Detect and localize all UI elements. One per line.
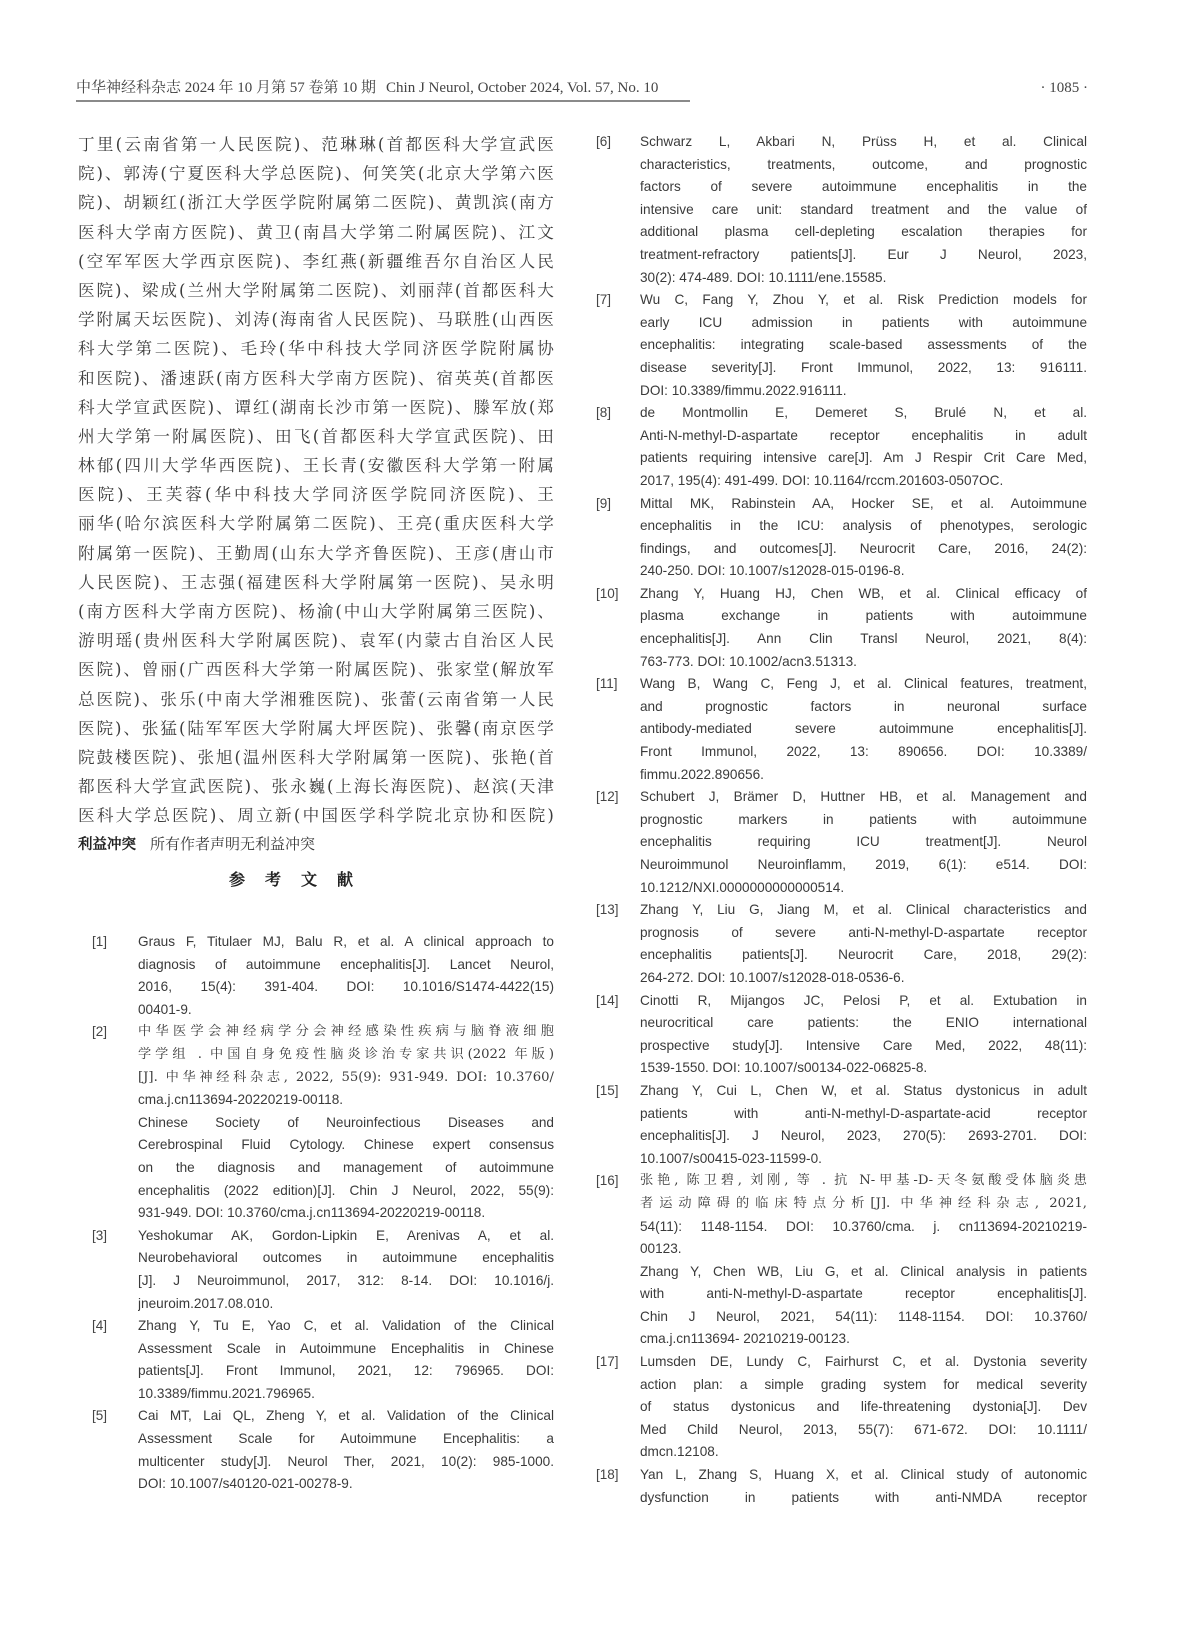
reference-line: Mittal MK, Rabinstein AA, Hocker SE, et al. Autoimmune xyxy=(640,495,1087,511)
reference-item xyxy=(596,1464,1087,1509)
reference-line: [J]. J Neuroimmunol, 2017, 312: 8-14. DOI: 10.1016/j. xyxy=(138,1272,554,1288)
contributors-line: 人民医院)、王志强(福建医科大学附属第一医院)、吴永明 xyxy=(78,572,554,592)
contributors-line: 院)、郭涛(宁夏医科大学总医院)、何笑笑(北京大学第六医 xyxy=(78,164,554,184)
reference-line: 763-773. DOI: 10.1002/acn3.51313. xyxy=(640,653,857,669)
reference-line: [J]. 中华神经科杂志, 2022, 55(9): 931-949. DOI: 10.3760/ xyxy=(138,1069,554,1085)
reference-item xyxy=(92,1405,554,1495)
reference-line: 54(11): 1148-1154. DOI: 10.3760/cma. j. cn113694-20210219- xyxy=(640,1218,1087,1234)
reference-line: on the diagnosis and management of autoimmune xyxy=(138,1159,554,1175)
reference-number: [6] xyxy=(596,134,612,149)
coi-text: 所有作者声明无利益冲突 xyxy=(150,834,316,853)
reference-line: 30(2): 474-489. DOI: 10.1111/ene.15585. xyxy=(640,269,887,285)
reference-item xyxy=(596,1351,1087,1464)
reference-line: early ICU admission in patients with autoimmune xyxy=(640,314,1087,330)
reference-line: Yeshokumar AK, Gordon-Lipkin E, Arenivas A, et al. xyxy=(138,1227,554,1243)
reference-line: 2017, 195(4): 491-499. DOI: 10.1164/rccm.201603-0507OC. xyxy=(640,472,1004,488)
reference-line: of status dystonicus and life-threatening dystonia[J]. Dev xyxy=(640,1399,1087,1415)
reference-item xyxy=(596,990,1087,1080)
reference-number: [5] xyxy=(92,1408,108,1424)
reference-line: encephalitis requiring ICU treatment[J]. Neurol xyxy=(640,834,1087,850)
reference-number: [9] xyxy=(596,495,612,511)
reference-line: Zhang Y, Tu E, Yao C, et al. Validation of the Clinical xyxy=(138,1318,554,1334)
reference-line: Schubert J, Brämer D, Huttner HB, et al. Management and xyxy=(640,789,1087,805)
reference-line: Med Child Neurol, 2013, 55(7): 671-672. DOI: 10.1111/ xyxy=(640,1421,1087,1437)
contributors-line: 医院)、曾丽(广西医科大学第一附属医院)、张家堂(解放军 xyxy=(78,660,554,680)
contributors-line: 院鼓楼医院)、张旭(温州医科大学附属第一医院)、张艳(首 xyxy=(78,747,554,767)
reference-line: Schwarz L, Akbari N, Prüss H, et al. Clinical xyxy=(640,134,1087,149)
contributors-line: 附属第一医院)、王勤周(山东大学齐鲁医院)、王彦(唐山市 xyxy=(78,543,554,563)
reference-item xyxy=(596,786,1087,899)
reference-number: [15] xyxy=(596,1082,619,1098)
reference-line: 学学组 . 中国自身免疫性脑炎诊治专家共识(2022 年版) xyxy=(138,1046,554,1062)
contributors-line: 州大学第一附属医院)、田飞(首都医科大学宣武医院)、田 xyxy=(78,426,554,446)
reference-item xyxy=(596,402,1087,492)
reference-line: Cerebrospinal Fluid Cytology. Chinese expert consensus xyxy=(138,1137,554,1153)
reference-line: 中华医学会神经病学分会神经感染性疾病与脑脊液细胞 xyxy=(138,1024,554,1040)
reference-line: neurocritical care patients: the ENIO international xyxy=(640,1015,1087,1031)
contributors-line: 总医院)、张乐(中南大学湘雅医院)、张蕾(云南省第一人民 xyxy=(78,689,554,709)
contributors-line: (空军军医大学西京医院)、李红燕(新疆维吾尔自治区人民 xyxy=(78,251,554,271)
reference-line: patients with anti-N-methyl-D-aspartate-acid receptor xyxy=(640,1105,1087,1121)
references-list-left xyxy=(92,931,554,1496)
reference-line: patients[J]. Front Immunol, 2021, 12: 796965. DOI: xyxy=(138,1363,554,1379)
contributors-line: 医院)、王芙蓉(华中科技大学同济医学院同济医院)、王 xyxy=(78,485,554,505)
references-heading: 参考文献 xyxy=(228,870,373,889)
reference-item xyxy=(596,493,1087,583)
contributors-line: (南方医科大学南方医院)、杨渝(中山大学附属第三医院)、 xyxy=(78,602,554,621)
reference-line: 张艳, 陈卫碧, 刘刚, 等 . 抗 N-甲基-D-天冬氨酸受体脑炎患 xyxy=(640,1173,1087,1189)
reference-line: patients requiring intensive care[J]. Am J Respir Crit Care Med, xyxy=(640,450,1087,466)
reference-line: intensive care unit: standard treatment and the value of xyxy=(640,201,1087,217)
reference-line: prospective study[J]. Intensive Care Med, 2022, 48(11): xyxy=(640,1037,1087,1053)
contributors-line: 学附属天坛医院)、刘涛(海南省人民医院)、马联胜(山西医 xyxy=(78,310,554,330)
reference-number: [14] xyxy=(596,992,619,1008)
contributors-line: 和医院)、潘速跃(南方医科大学南方医院)、宿英英(首都医 xyxy=(78,368,554,388)
reference-line: cma.j.cn113694- 20210219-00123. xyxy=(640,1331,850,1347)
contributors-line: 科大学宣武医院)、谭红(湖南长沙市第一医院)、滕军放(郑 xyxy=(78,397,554,417)
page-number: · 1085 · xyxy=(1040,80,1088,96)
reference-number: [3] xyxy=(92,1227,108,1243)
reference-line: 240-250. DOI: 10.1007/s12028-015-0196-8. xyxy=(640,563,905,579)
reference-line: 10.3389/fimmu.2021.796965. xyxy=(138,1385,315,1401)
reference-line: Assessment Scale in Autoimmune Encephalitis in Chinese xyxy=(138,1340,554,1356)
reference-number: [4] xyxy=(92,1318,108,1334)
reference-item xyxy=(596,673,1087,786)
reference-line: 00123. xyxy=(640,1241,682,1257)
reference-line: Cai MT, Lai QL, Zheng Y, et al. Validation of the Clinical xyxy=(138,1408,554,1424)
reference-item xyxy=(596,583,1087,673)
contributors-line: 丽华(哈尔滨医科大学附属第二医院)、王亮(重庆医科大学 xyxy=(78,514,554,534)
contributors-line: 医科大学南方医院)、黄卫(南昌大学第二附属医院)、江文 xyxy=(78,222,554,242)
reference-line: fimmu.2022.890656. xyxy=(640,766,764,782)
references-list-right xyxy=(596,131,1087,1509)
reference-line: factors of severe autoimmune encephalitis in the xyxy=(640,179,1087,195)
reference-line: Chinese Society of Neuroinfectious Diseases and xyxy=(138,1114,554,1130)
reference-line: DOI: 10.3389/fimmu.2022.916111. xyxy=(640,382,847,398)
contributors-section xyxy=(78,130,554,857)
reference-number: [8] xyxy=(596,405,612,421)
reference-line: dmcn.12108. xyxy=(640,1444,719,1460)
reference-line: diagnosis of autoimmune encephalitis[J]. Lancet Neurol, xyxy=(138,956,554,972)
reference-item xyxy=(596,289,1087,402)
reference-number: [16] xyxy=(596,1173,619,1189)
reference-line: Graus F, Titulaer MJ, Balu R, et al. A clinical approach to xyxy=(138,934,554,949)
reference-line: Front Immunol, 2022, 13: 890656. DOI: 10.3389/ xyxy=(640,744,1087,760)
conflict-of-interest xyxy=(78,831,554,857)
reference-line: Neuroimmunol Neuroinflamm, 2019, 6(1): e514. DOI: xyxy=(640,857,1087,872)
reference-number: [18] xyxy=(596,1467,619,1483)
running-header xyxy=(76,78,690,102)
reference-line: Chin J Neurol, 2021, 54(11): 1148-1154. DOI: 10.3760/ xyxy=(640,1308,1087,1324)
reference-line: multicenter study[J]. Neurol Ther, 2021, 10(2): 985-1000. xyxy=(138,1453,554,1469)
reference-line: and prognostic factors in neuronal surface xyxy=(640,698,1087,714)
reference-line: Yan L, Zhang S, Huang X, et al. Clinical study of autonomic xyxy=(640,1467,1087,1483)
reference-line: action plan: a simple grading system for medical severity xyxy=(640,1376,1087,1392)
reference-number: [17] xyxy=(596,1354,619,1370)
reference-item xyxy=(92,1225,554,1315)
reference-line: 1539-1550. DOI: 10.1007/s00134-022-06825-8. xyxy=(640,1060,928,1076)
journal-title-en: Chin J Neurol, October 2024, Vol. 57, No. 10 xyxy=(386,80,659,96)
journal-title-cn: 中华神经科杂志 2024 年 10 月第 57 卷第 10 期 xyxy=(76,80,377,96)
reference-item xyxy=(92,1315,554,1405)
coi-label: 利益冲突 xyxy=(78,836,136,853)
reference-line: 264-272. DOI: 10.1007/s12028-018-0536-6. xyxy=(640,969,905,985)
reference-line: encephalitis: integrating scale-based assessments of the xyxy=(640,337,1087,353)
reference-item xyxy=(92,931,554,1021)
reference-line: Lumsden DE, Lundy C, Fairhurst C, et al. Dystonia severity xyxy=(640,1354,1087,1370)
reference-line: encephalitis (2022 edition)[J]. Chin J Neurol, 2022, 55(9): xyxy=(138,1182,554,1198)
reference-line: prognostic markers in patients with autoimmune xyxy=(640,811,1087,827)
reference-line: Wang B, Wang C, Feng J, et al. Clinical features, treatment, xyxy=(640,676,1087,692)
contributors-line: 游明瑶(贵州医科大学附属医院)、袁军(内蒙古自治区人民 xyxy=(78,631,554,651)
reference-line: plasma exchange in patients with autoimmune xyxy=(640,608,1087,624)
reference-line: 10.1212/NXI.0000000000000514. xyxy=(640,879,845,895)
contributors-line: 院)、胡颖红(浙江大学医学院附属第二医院)、黄凯滨(南方 xyxy=(78,193,554,213)
contributors-line: 林郁(四川大学华西医院)、王长青(安徽医科大学第一附属 xyxy=(78,456,554,476)
contributors-line: 丁里(云南省第一人民医院)、范琳琳(首都医科大学宣武医 xyxy=(78,135,554,154)
contributors-line: 医院)、张猛(陆军军医大学附属大坪医院)、张馨(南京医学 xyxy=(78,718,554,738)
reference-line: Anti-N-methyl-D-aspartate receptor encephalitis in adult xyxy=(640,427,1087,443)
reference-line: 者运动障碍的临床特点分析[J]. 中华神经科杂志, 2021, xyxy=(640,1195,1087,1211)
reference-line: antibody-mediated severe autoimmune encephalitis[J]. xyxy=(640,721,1087,737)
reference-line: encephalitis[J]. Ann Clin Transl Neurol, 2021, 8(4): xyxy=(640,631,1087,647)
contributors-line: 医科大学总医院)、周立新(中国医学科学院北京协和医院) xyxy=(78,806,554,826)
reference-line: encephalitis patients[J]. Neurocrit Care, 2018, 29(2): xyxy=(640,947,1087,963)
contributors-line: 都医科大学宣武医院)、张永巍(上海长海医院)、赵滨(天津 xyxy=(78,777,554,797)
reference-line: Cinotti R, Mijangos JC, Pelosi P, et al. Extubation in xyxy=(640,992,1087,1008)
reference-number: [2] xyxy=(92,1024,108,1040)
reference-line: 00401-9. xyxy=(138,1001,192,1017)
reference-line: DOI: 10.1007/s40120-021-00278-9. xyxy=(138,1476,353,1492)
reference-line: with anti-N-methyl-D-aspartate receptor encephalitis[J]. xyxy=(640,1286,1087,1302)
reference-number: [1] xyxy=(92,934,108,949)
reference-line: Wu C, Fang Y, Zhou Y, et al. Risk Prediction models for xyxy=(640,292,1087,308)
reference-line: disease severity[J]. Front Immunol, 2022, 13: 916111. xyxy=(640,359,1087,375)
reference-item xyxy=(92,1021,554,1224)
reference-line: Zhang Y, Huang HJ, Chen WB, et al. Clinical efficacy of xyxy=(640,585,1087,601)
reference-item xyxy=(596,131,1087,289)
reference-number: [13] xyxy=(596,902,619,918)
reference-item xyxy=(596,899,1087,989)
reference-line: 2016, 15(4): 391-404. DOI: 10.1016/S1474-4422(15) xyxy=(138,979,554,995)
contributors-line: 科大学第二医院)、毛玲(华中科技大学同济医学院附属协 xyxy=(78,339,554,359)
reference-line: characteristics, treatments, outcome, and prognostic xyxy=(640,156,1087,172)
reference-line: dysfunction in patients with anti-NMDA receptor xyxy=(640,1489,1087,1505)
reference-line: additional plasma cell-depleting escalation therapies for xyxy=(640,224,1087,240)
reference-item xyxy=(596,1080,1087,1170)
reference-number: [12] xyxy=(596,789,619,805)
reference-line: Neurobehavioral outcomes in autoimmune encephalitis xyxy=(138,1250,554,1266)
reference-number: [10] xyxy=(596,585,619,601)
reference-line: cma.j.cn113694-20220219-00118. xyxy=(138,1092,344,1108)
reference-line: jneuroim.2017.08.010. xyxy=(138,1295,274,1311)
reference-number: [7] xyxy=(596,292,612,308)
reference-line: treatment-refractory patients[J]. Eur J Neurol, 2023, xyxy=(640,246,1087,262)
contributors-line: 医院)、梁成(兰州大学附属第二医院)、刘丽萍(首都医科大 xyxy=(78,280,554,300)
reference-line: Zhang Y, Cui L, Chen W, et al. Status dystonicus in adult xyxy=(640,1082,1087,1098)
reference-line: 10.1007/s00415-023-11599-0. xyxy=(640,1150,822,1166)
reference-number: [11] xyxy=(596,676,618,692)
reference-line: de Montmollin E, Demeret S, Brulé N, et al. xyxy=(640,405,1087,421)
reference-line: prognosis of severe anti-N-methyl-D-aspartate receptor xyxy=(640,924,1087,940)
reference-line: Zhang Y, Liu G, Jiang M, et al. Clinical characteristics and xyxy=(640,902,1087,918)
reference-line: encephalitis in the ICU: analysis of phenotypes, serologic xyxy=(640,518,1087,534)
reference-item xyxy=(596,1170,1087,1351)
reference-line: encephalitis[J]. J Neurol, 2023, 270(5): 2693-2701. DOI: xyxy=(640,1128,1087,1144)
reference-line: findings, and outcomes[J]. Neurocrit Care, 2016, 24(2): xyxy=(640,540,1087,556)
reference-line: Zhang Y, Chen WB, Liu G, et al. Clinical analysis in patients xyxy=(640,1263,1087,1279)
contributors-list xyxy=(78,130,554,831)
reference-line: Assessment Scale for Autoimmune Encephalitis: a xyxy=(138,1431,554,1447)
reference-line: 931-949. DOI: 10.3760/cma.j.cn113694-20220219-00118. xyxy=(138,1205,486,1221)
